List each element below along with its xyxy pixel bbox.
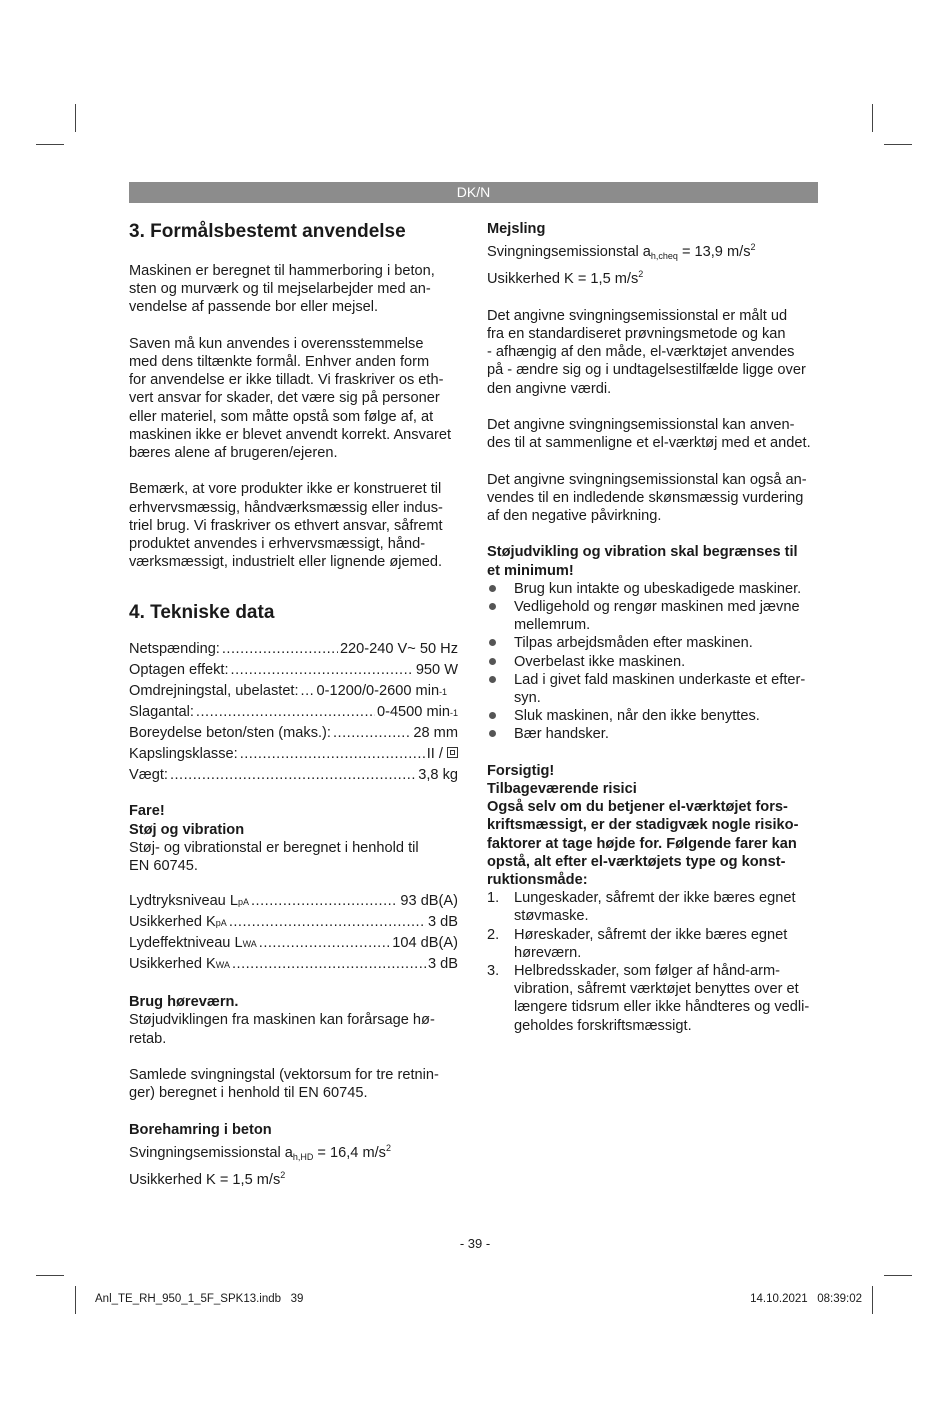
list-item: 3. Helbredsskader, som følger af hånd-arm- vibration, såfremt værktøjet benyttes over et længere tidsrum eller ikke håndteres og vedli- geholdes forskriftsmæssigt. xyxy=(487,963,810,1034)
crop-mark xyxy=(884,144,912,145)
bullet-icon xyxy=(489,639,496,646)
horevaern-heading: Brug høreværn. xyxy=(129,994,239,1011)
bullet-icon xyxy=(489,712,496,719)
advice-list xyxy=(487,580,818,744)
footer-filename: Anl_TE_RH_950_1_5F_SPK13.indb 39 xyxy=(95,1293,304,1305)
risici-intro: Også selv om du betjener el-værktøjet fors- kriftsmæssigt, er der stadigvæk nogle risiko- faktorer at tage højde for. Følgende farer kan opstå, alt efter el-værktøjets type og konst- ruktionsmåde: xyxy=(487,799,799,889)
right-column xyxy=(487,220,818,1035)
list-item: Tilpas arbejdsmåden efter maskinen. xyxy=(487,634,818,652)
list-item: Vedligehold og rengør maskinen med jævne mellemrum. xyxy=(487,598,818,634)
list-item: 2. Høreskader, såfremt der ikke bæres egnet høreværn. xyxy=(487,926,788,961)
section-4-title: 4. Tekniske data xyxy=(129,602,275,624)
footer-datetime: 14.10.2021 08:39:02 xyxy=(750,1293,862,1305)
begraense-heading: Støjudvikling og vibration skal begrænses til et minimum! xyxy=(487,544,798,579)
vibration-paragraph-2: Det angivne svingningsemissionstal kan anven- des til at sammenligne et el-værktøj med et andet. xyxy=(487,417,811,452)
horevaern-text: Støjudviklingen fra maskinen kan forårsage hø- retab. xyxy=(129,1012,435,1047)
vibration-paragraph-3: Det angivne svingningsemissionstal kan også an- vendes til en indledende skønsmæssig vurdering af den negative påvirkning. xyxy=(487,471,807,524)
samlede-text: Samlede svingningstal (vektorsum for tre retnin- ger) beregnet i henhold til EN 60745. xyxy=(129,1067,439,1102)
noise-row: Lydeffektniveau L WA ..... 104 dB(A) xyxy=(129,933,458,954)
sec3-paragraph-3: Bemærk, at vore produkter ikke er konstrueret til erhvervsmæssig, håndværksmæssig eller indus- triel brug. Vi fraskriver os ethvert ansvar, såfremt produktet anvendes i erhvervsmæssigt, hånd- værksmæssigt, industrielt eller lignende øjemed. xyxy=(129,481,443,571)
section-3-title: 3. Formålsbestemt anvendelse xyxy=(129,221,406,242)
spec-row: Boreydelse beton/sten (maks.): ..... 28 mm xyxy=(129,723,458,744)
left-column xyxy=(129,220,458,1189)
spec-row: Optagen effekt: ..... 950 W xyxy=(129,660,458,681)
list-item: Sluk maskinen, når den ikke benyttes. xyxy=(487,707,818,725)
risici-heading: Tilbageværende risici xyxy=(487,781,637,798)
noise-row: Usikkerhed K WA ..... 3 dB xyxy=(129,954,458,975)
spec-row: Omdrejningstal, ubelastet: ..... 0-1200/0-2600 min -1 xyxy=(129,681,458,702)
protection-class-icon xyxy=(447,747,458,758)
list-item: Brug kun intakte og ubeskadigede maskiner. xyxy=(487,580,818,598)
bullet-icon xyxy=(489,585,496,592)
crop-mark xyxy=(36,1275,64,1276)
vibration-paragraph-1: Det angivne svingningsemissionstal er målt ud fra en standardiseret prøvningsmetode og kan - afhængig af den måde, el-værktøjet anvendes på - ændre sig og i undtagelsestilfælde ligge over den angivne værdi. xyxy=(487,307,806,397)
borehamring-heading: Borehamring i beton xyxy=(129,1121,272,1138)
list-item: Lad i givet fald maskinen underkaste et efter- syn. xyxy=(487,671,818,707)
mejsling-values: Svingningsemissionstal $a_{h,cheq} = 13,9$ $m/s^2$ Usikkerhed K = 1,5 $m/s^2$ xyxy=(487,242,756,288)
sec3-paragraph-1: Maskinen er beregnet til hammerboring i beton, sten og murværk og til mejselarbejder med an- vendelse af passende bor eller mejsel. xyxy=(129,263,435,316)
spec-row: Kapslingsklasse: ..... II / xyxy=(129,744,458,765)
stoj-text: Støj- og vibrationstal er beregnet i henhold til EN 60745. xyxy=(129,839,419,875)
stoj-heading: Støj og vibration xyxy=(129,821,245,838)
crop-mark xyxy=(872,1286,873,1314)
bullet-icon xyxy=(489,658,496,665)
sec3-paragraph-2: Saven må kun anvendes i overensstemmelse med dens tiltænkte formål. Enhver anden form for anvendelse er ikke tilladt. Vi fraskriver os eth- vert ansvar for skader, det være sig på personer eller materiel, som måtte opstå som følge af, at maskinen ikke er blevet anvendt korrekt. Ansvaret bæres alene af brugeren/ejeren. xyxy=(129,335,452,462)
crop-mark xyxy=(75,104,76,132)
crop-mark xyxy=(872,104,873,132)
bullet-icon xyxy=(489,730,496,737)
fare-heading: Fare! xyxy=(129,803,165,820)
language-header-bar: DK/N xyxy=(129,182,818,203)
page-number: - 39 - xyxy=(459,1236,491,1251)
spec-row: Netspænding: ..... 220-240 V~ 50 Hz xyxy=(129,639,458,660)
crop-mark xyxy=(36,144,64,145)
risk-list xyxy=(487,889,818,1035)
bullet-icon xyxy=(489,603,496,610)
borehamring-values: Svingningsemissionstal $a_{h,HD} = 16,4$ $m/s^2$ Usikkerhed K = 1,5 $m/s^2$ xyxy=(129,1142,391,1189)
list-item: Bær handsker. xyxy=(487,725,818,743)
mejsling-heading: Mejsling xyxy=(487,221,546,237)
noise-table xyxy=(129,891,458,975)
spec-row: Vægt: ..... 3,8 kg xyxy=(129,765,458,786)
forsigtig-heading: Forsigtig! xyxy=(487,762,555,779)
list-item: 1. Lungeskader, såfremt der ikke bæres egnet støvmaske. xyxy=(487,890,796,925)
spec-row: Slagantal: ..... 0-4500 min -1 xyxy=(129,702,458,723)
bullet-icon xyxy=(489,676,496,683)
list-item: Overbelast ikke maskinen. xyxy=(487,653,818,671)
spec-table xyxy=(129,639,458,786)
crop-mark xyxy=(884,1275,912,1276)
crop-mark xyxy=(75,1286,76,1314)
noise-row: Lydtryksniveau L pA ..... 93 dB(A) xyxy=(129,891,458,912)
noise-row: Usikkerhed K pA ..... 3 dB xyxy=(129,912,458,933)
